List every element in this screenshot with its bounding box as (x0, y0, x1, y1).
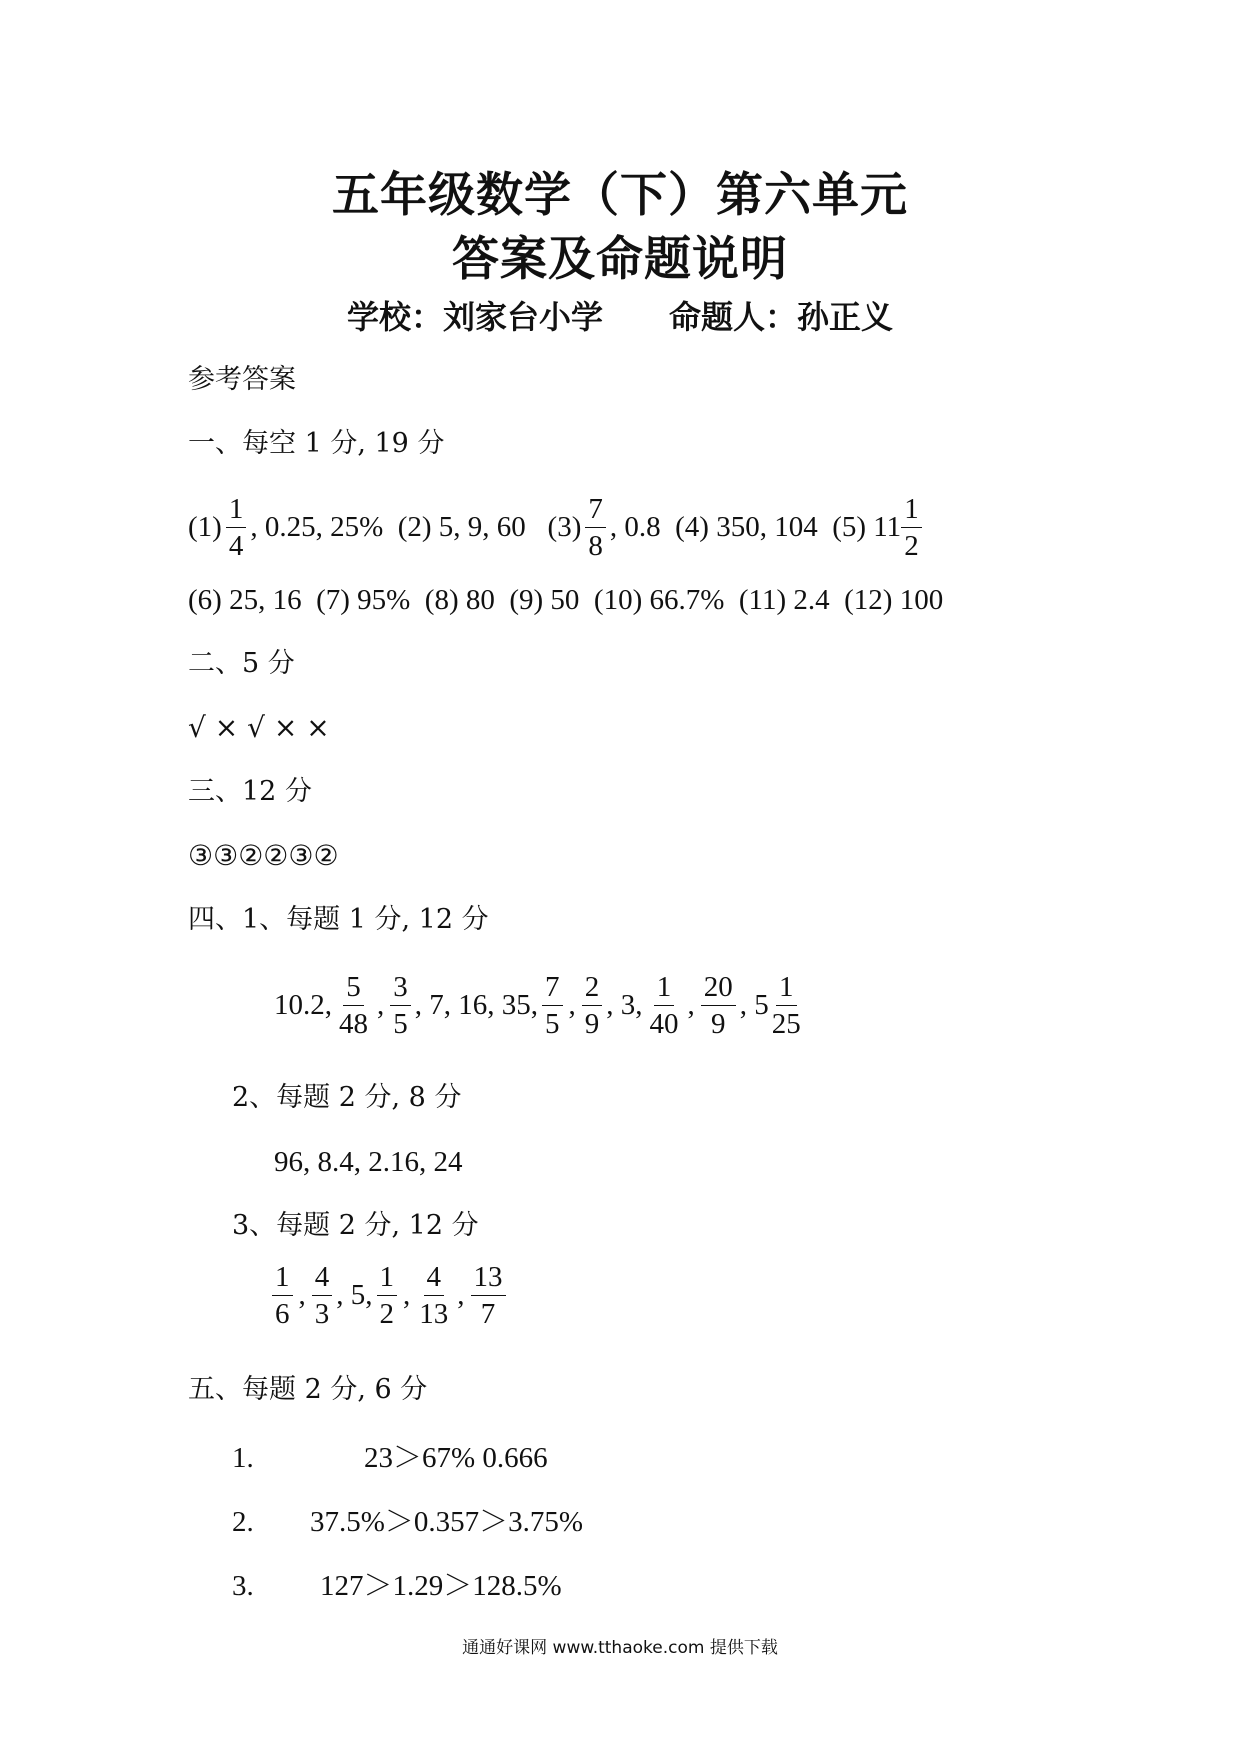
fraction-numerator: 1 (272, 1262, 293, 1296)
s4-r1-s2: , (568, 989, 576, 1022)
fraction (390, 972, 411, 1040)
fraction-numerator: 3 (390, 972, 411, 1006)
fraction-denominator: 3 (314, 1298, 330, 1331)
s4-r3-s2: , (403, 1279, 411, 1312)
fraction-numerator: 1 (776, 972, 797, 1006)
section3-heading: 三、12 分 (188, 776, 312, 807)
s4-r3-s1: , (298, 1279, 306, 1312)
section1-row2: (6) 25, 16 (7) 95% (8) 80 (9) 50 (10) 66.7% (11) 2.4 (12) 100 (188, 584, 944, 616)
fraction-denominator: 7 (480, 1298, 496, 1331)
fraction (769, 972, 804, 1040)
s4-r1-s3: , (687, 989, 695, 1022)
s5-item2-number: 2. (232, 1506, 254, 1538)
footer-credit: 通通好课网 www.tthaoke.com 提供下载 (462, 1638, 778, 1658)
s5-item2-text: 37.5%＞0.357＞3.75% (310, 1506, 584, 1538)
fraction-denominator: 5 (545, 1008, 560, 1041)
fraction-denominator: 5 (393, 1008, 408, 1041)
section4-heading: 四、1、每题 1 分, 12 分 (188, 904, 489, 935)
s1-r1-a: (1) (188, 511, 222, 544)
subtitle-author: 命题人：孙正义 (669, 298, 894, 336)
section4-sub2-heading: 2、每题 2 分, 8 分 (232, 1082, 462, 1113)
fraction-numerator: 1 (654, 972, 675, 1006)
section4-row1 (274, 972, 808, 1040)
fraction (542, 972, 563, 1040)
subtitle (0, 292, 1240, 338)
fraction-denominator: 25 (771, 1008, 801, 1041)
fraction-denominator: 13 (419, 1298, 449, 1331)
s4-r3-a: , 5, (336, 1279, 373, 1312)
s5-item3-number: 3. (232, 1570, 254, 1602)
fraction-numerator: 4 (424, 1262, 445, 1296)
fraction-denominator: 6 (275, 1298, 290, 1331)
fraction-denominator: 2 (904, 530, 919, 563)
section2-answers: √ × √ × × (188, 711, 330, 744)
fraction (416, 1262, 451, 1330)
s4-r3-s3: , (457, 1279, 465, 1312)
s4-r1-s1: , (377, 989, 385, 1022)
fraction (312, 1262, 333, 1330)
fraction (585, 494, 606, 562)
fraction-numerator: 1 (226, 494, 247, 528)
section4-sub3-heading: 3、每题 2 分, 12 分 (232, 1210, 479, 1241)
s4-r1-b: , 7, 16, 35, (414, 989, 538, 1022)
section1-row1 (188, 494, 926, 562)
s5-item1-text: 23＞67% 0.666 (364, 1442, 548, 1474)
subtitle-school: 学校：刘家台小学 (346, 298, 603, 336)
s5-item1-number: 1. (232, 1442, 254, 1474)
fraction (226, 494, 247, 562)
fraction-numerator: 7 (585, 494, 606, 528)
fraction (901, 494, 922, 562)
fraction-numerator: 4 (312, 1262, 333, 1296)
ref-answers-heading: 参考答案 (188, 364, 296, 395)
s1-r1-b: , 0.25, 25% (2) 5, 9, 60 (3) (250, 511, 582, 544)
s1-r1-c: , 0.8 (4) 350, 104 (5) 11 (609, 511, 902, 544)
fraction-numerator: 7 (542, 972, 563, 1006)
fraction-numerator: 13 (471, 1262, 506, 1296)
fraction (647, 972, 682, 1040)
fraction (272, 1262, 293, 1330)
fraction-numerator: 1 (377, 1262, 398, 1296)
s4-r1-c: , 3, (606, 989, 643, 1022)
fraction (582, 972, 603, 1040)
section5-heading: 五、每题 2 分, 6 分 (188, 1374, 428, 1405)
title-line1: 五年级数学（下）第六单元 (332, 168, 908, 223)
fraction-denominator: 9 (584, 1008, 600, 1041)
fraction-numerator: 2 (582, 972, 603, 1006)
s5-item3-text: 127＞1.29＞128.5% (320, 1570, 562, 1602)
section1-heading: 一、每空 1 分, 19 分 (188, 428, 445, 459)
fraction (471, 1262, 506, 1330)
fraction-denominator: 48 (339, 1008, 368, 1041)
fraction (336, 972, 371, 1040)
fraction-numerator: 5 (343, 972, 364, 1006)
s4-r1-a: 10.2, (274, 989, 332, 1022)
title-line2: 答案及命题说明 (452, 232, 788, 287)
fraction (377, 1262, 398, 1330)
s4-r1-d: , 5 (739, 989, 769, 1022)
fraction-numerator: 20 (701, 972, 736, 1006)
section4-row3 (268, 1262, 510, 1330)
fraction-denominator: 40 (649, 1008, 679, 1041)
section4-sub2-answers: 96, 8.4, 2.16, 24 (274, 1146, 463, 1178)
fraction-denominator: 2 (379, 1298, 394, 1331)
fraction-denominator: 9 (711, 1008, 726, 1041)
fraction-numerator: 1 (901, 494, 922, 528)
fraction-denominator: 4 (228, 530, 244, 563)
section2-heading: 二、5 分 (188, 648, 295, 679)
fraction (701, 972, 736, 1040)
section3-answers: ③③②②③② (188, 839, 339, 872)
fraction-denominator: 8 (588, 530, 603, 563)
